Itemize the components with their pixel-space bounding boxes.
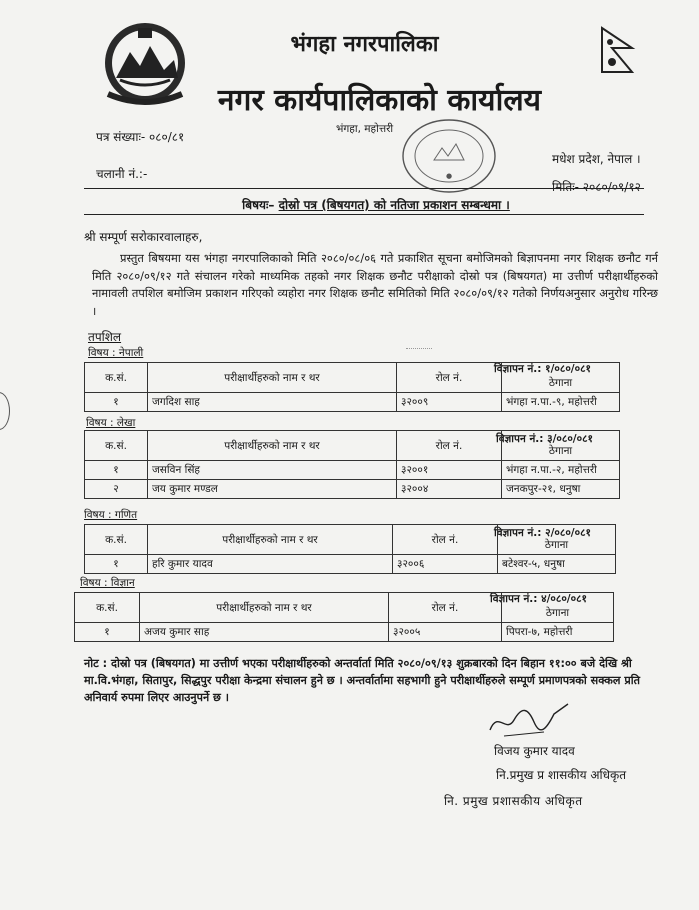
svg-text:●: ● xyxy=(445,172,453,180)
dispatch-number: चलानी नं.:- xyxy=(96,167,148,181)
cell-address: भंगहा न.पा.-९, महोत्तरी xyxy=(502,393,620,412)
signature-icon xyxy=(484,700,574,740)
nepal-flag-icon xyxy=(600,26,636,74)
col-roll: रोल नं. xyxy=(397,363,502,393)
cell-sn: १ xyxy=(85,393,148,412)
header-divider xyxy=(84,188,644,189)
table-header-row xyxy=(85,525,616,555)
table-row xyxy=(85,461,620,480)
col-address: ठेगाना xyxy=(502,593,614,623)
col-sn: क.सं. xyxy=(75,593,140,623)
group-advert-no: विज्ञापन नं.: २/०८०/०८१ xyxy=(494,527,592,539)
letter-date: मितिः- २०८०/०९/१२ xyxy=(552,180,641,194)
col-sn: क.सं. xyxy=(85,431,148,461)
col-name: परीक्षार्थीहरुको नाम र थर xyxy=(140,593,389,623)
group-advert-no: विज्ञापन नं.: १/०८०/०८१ xyxy=(494,363,592,375)
table-row xyxy=(85,480,620,499)
cell-roll: ३२००१ xyxy=(397,461,502,480)
table-header-row xyxy=(75,593,614,623)
reference-number: पत्र संख्याः- ०८०/८१ xyxy=(96,130,185,144)
office-stamp-icon xyxy=(400,116,498,196)
body-paragraph: प्रस्तुत बिषयमा यस भंगहा नगरपालिकाको मिति २०८०/०८/०६ गते प्रकाशित सूचना बमोजिमको बिज्ञापनमा नगर शिक्षक छनौट गर्न मिति २०८०/०९/१२ गते संचालन गरेको माध्यमिक तहको नगर शिक्षक छनौट परीक्षाको दोस्रो पत्र (बिषयगत) मा उत्तीर्ण परीक्षार्थीहरुको नामावली तपशिल बमोजिम प्रकाशन गरिएको व्यहोरा नगर शिक्षक छनौट समितिको मिति २०८०/०९/१२ गतेको निर्णयअनुसार अनुरोध गरिन्छ । xyxy=(92,251,658,318)
group-subject: विषय : नेपाली xyxy=(88,347,144,359)
col-address: ठेगाना xyxy=(502,431,620,461)
cell-address: जनकपुर-२१, धनुषा xyxy=(502,480,620,499)
cell-name: जय कुमार मण्डल xyxy=(148,480,397,499)
col-name: परीक्षार्थीहरुको नाम र थर xyxy=(148,431,397,461)
cell-name: हरि कुमार यादव xyxy=(148,555,393,574)
table-row xyxy=(85,555,616,574)
salutation: श्री सम्पूर्ण सरोकारवालाहरु, xyxy=(84,230,203,244)
col-address: ठेगाना xyxy=(498,525,616,555)
signatory-name: विजय कुमार यादव xyxy=(494,744,575,758)
table-row xyxy=(85,393,620,412)
cell-address: पिपरा-७, महोत्तरी xyxy=(502,623,614,642)
cell-roll: ३२००९ xyxy=(397,393,502,412)
col-sn: क.सं. xyxy=(85,363,148,393)
results-table xyxy=(84,430,620,499)
cell-name: जसविन सिंह xyxy=(148,461,397,480)
table-header-row xyxy=(85,363,620,393)
designation-stamp: नि. प्रमुख प्रशासकीय अधिकृत xyxy=(444,794,583,808)
cell-sn: १ xyxy=(75,623,140,642)
table-row xyxy=(75,623,614,642)
col-roll: रोल नं. xyxy=(393,525,498,555)
group-advert-no: विज्ञापन नं.: ३/०८०/०८१ xyxy=(496,433,594,445)
office-location: भंगहा, महोत्तरी xyxy=(336,123,394,135)
results-table xyxy=(74,592,614,642)
cell-sn: १ xyxy=(85,461,148,480)
group-subject: विषय : विज्ञान xyxy=(80,577,135,589)
table-header-row xyxy=(85,431,620,461)
subject-text: दोस्रो पत्र (बिषयगत) को नतिजा प्रकाशन सम्बन्धमा । xyxy=(278,198,510,212)
col-name: परीक्षार्थीहरुको नाम र थर xyxy=(148,525,393,555)
group-subject: विषय : गणित xyxy=(84,509,138,521)
col-roll: रोल नं. xyxy=(397,431,502,461)
results-table xyxy=(84,524,616,574)
col-address: ठेगाना xyxy=(502,363,620,393)
col-roll: रोल नं. xyxy=(389,593,502,623)
punch-hole-mark xyxy=(0,392,10,430)
group-advert-no: विज्ञापन नं.: ४/०८०/०८१ xyxy=(490,593,588,605)
cell-roll: ३२००४ xyxy=(397,480,502,499)
cell-roll: ३२००६ xyxy=(393,555,498,574)
org-name: भंगहा नगरपालिका xyxy=(290,32,439,57)
cell-roll: ३२००५ xyxy=(389,623,502,642)
group-subject: विषय : लेखा xyxy=(86,417,136,429)
cell-address: भंगहा न.पा.-२, महोत्तरी xyxy=(502,461,620,480)
office-name: नगर कार्यपालिकाको कार्यालय xyxy=(217,83,542,118)
cell-name: जगदिश साह xyxy=(148,393,397,412)
details-heading: तपशिल xyxy=(88,330,122,344)
subject-divider xyxy=(84,214,644,215)
results-table xyxy=(84,362,620,412)
subject-line xyxy=(96,196,656,213)
paper-mark xyxy=(406,340,432,349)
interview-note: नोट : दोस्रो पत्र (बिषयगत) मा उत्तीर्ण भएका परीक्षार्थीहरुको अन्तर्वार्ता मिति २०८०/०९/१३ शुक्रबारको दिन बिहान ११:०० बजे देखि श्री मा.वि.भंगहा, सितापुर, सिद्धपुर परीक्षा केन्द्रमा संचालन हुने छ । अन्तर्वार्तामा सहभागी हुने परीक्षार्थीहरुले सम्पूर्ण प्रमाणपत्रको सक्कल प्रति अनिवार्य रुपमा लिएर आउनुपर्ने छ । xyxy=(84,657,641,704)
col-name: परीक्षार्थीहरुको नाम र थर xyxy=(148,363,397,393)
col-sn: क.सं. xyxy=(85,525,148,555)
signatory-designation: नि.प्रमुख प्र शासकीय अधिकृत xyxy=(496,768,627,782)
subject-prefix: बिषयः– xyxy=(242,198,275,212)
province: मधेश प्रदेश, नेपाल । xyxy=(552,152,641,166)
cell-sn: १ xyxy=(85,555,148,574)
cell-name: अजय कुमार साह xyxy=(140,623,389,642)
cell-sn: २ xyxy=(85,480,148,499)
cell-address: बटेश्वर-५, धनुषा xyxy=(498,555,616,574)
